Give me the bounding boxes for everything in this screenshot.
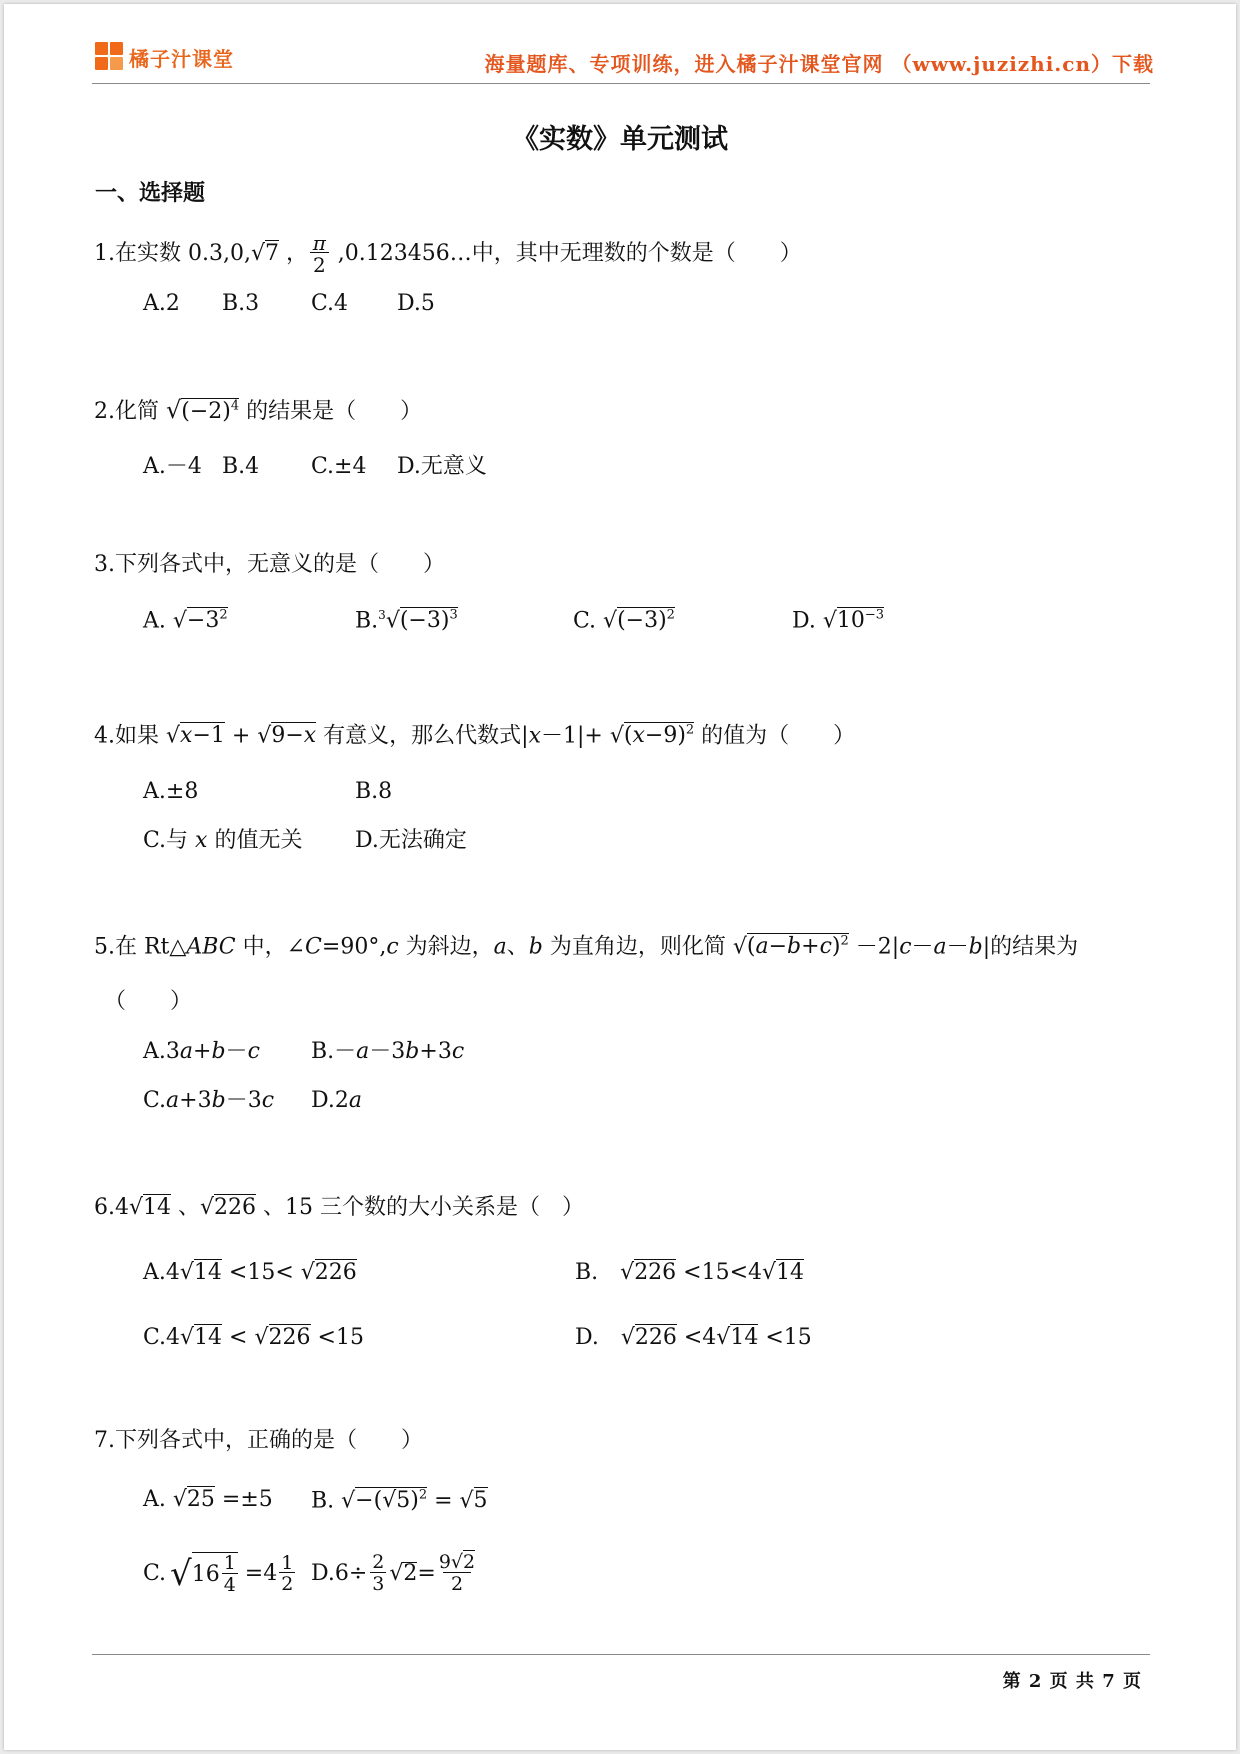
logo-icon <box>95 42 125 72</box>
q6-option-b[interactable]: B. √226 <15<4√14 <box>575 1260 805 1285</box>
q7-option-c[interactable]: C. √ 16 1 4 =4 1 2 <box>143 1551 294 1596</box>
logo-text: 橘子汁课堂 <box>129 46 234 71</box>
q1-option-c[interactable]: C.4 <box>311 291 349 316</box>
q6-option-a[interactable]: A.4√14 <15< √226 <box>143 1260 357 1285</box>
question-5-stem-line-1: 5.在 Rt△ABC 中，∠C=90°,c 为斜边，a、b 为直角边，则化简 $√(a-b+c)^2 -2|c-a-b|$的结果为 <box>94 934 1079 960</box>
q4-option-d[interactable]: D.无法确定 <box>355 828 467 853</box>
page-title: 《实数》单元测试 <box>512 124 728 155</box>
q5-option-b[interactable]: B.－a－3b+3c <box>311 1039 465 1064</box>
q3-option-a[interactable]: A. $√-3^2$ <box>143 608 228 634</box>
question-5-stem-line-2: （ ） <box>104 989 193 1014</box>
q4-option-b[interactable]: B.8 <box>355 779 393 804</box>
q4-option-a[interactable]: A.±8 <box>143 779 199 804</box>
header-slogan[interactable]: 海量题库、专项训练，进入橘子汁课堂官网 （www.juzizhi.cn）下载 <box>484 52 1154 76</box>
sqrt-icon: √ <box>250 241 265 266</box>
q6-option-c[interactable]: C.4√14 < √226 <15 <box>143 1325 364 1350</box>
q4-option-c[interactable]: C.与 x 的值无关 <box>143 828 303 853</box>
question-3-stem: 3.下列各式中，无意义的是（ ） <box>94 552 445 577</box>
q5-option-a[interactable]: A.3a+b－c <box>143 1039 260 1064</box>
site-logo[interactable] <box>95 42 234 72</box>
q3-option-d[interactable]: D. $√10^{-3}$ <box>792 608 885 634</box>
q1-option-a[interactable]: A.2 <box>143 291 180 316</box>
question-1-stem: 1.在实数 0.3,0,√7 ， $\frac{\pi}{2}$ ,0.123456…中，其中无理数的个数是（ ） <box>94 231 802 277</box>
header-divider <box>92 83 1150 84</box>
q6-option-d[interactable]: D. √226 <4√14 <15 <box>575 1325 812 1350</box>
q2-option-d[interactable]: D.无意义 <box>397 454 487 479</box>
question-2-stem: 2.化简 $√(-2)^4$ 的结果是（ ） <box>94 396 423 424</box>
q1-option-d[interactable]: D.5 <box>397 291 435 316</box>
q5-option-d[interactable]: D.2a <box>311 1088 362 1113</box>
q1-option-b[interactable]: B.3 <box>222 291 260 316</box>
q7-option-b[interactable]: B. $√-(√5)^2 = √5$ <box>311 1488 488 1514</box>
question-4-stem: 4.如果 √x−1 + √9−x 有意义，那么代数式$|x-1|+ √(x-9)^2$ 的值为（ ） <box>94 723 856 749</box>
question-7-stem: 7.下列各式中，正确的是（ ） <box>94 1428 423 1453</box>
q5-option-c[interactable]: C.a+3b－3c <box>143 1088 275 1113</box>
q3-option-b[interactable]: $B.^3√(-3)^3$ <box>355 608 458 634</box>
q2-option-c[interactable]: C.±4 <box>311 454 367 479</box>
q7-option-a[interactable]: A. √25 =±5 <box>143 1487 273 1512</box>
q2-option-b[interactable]: B.4 <box>222 454 260 479</box>
page-number: 第 2 页 共 7 页 <box>1002 1671 1142 1692</box>
q2-option-a[interactable]: A.－4 <box>143 454 202 479</box>
q3-option-c[interactable]: C. $√(-3)^2$ <box>573 608 675 634</box>
section-heading: 一、选择题 <box>95 180 206 206</box>
footer-divider <box>92 1654 1150 1655</box>
q7-option-d[interactable]: D.6÷ 2 3 √ 2 = 9√2 2 <box>311 1551 476 1595</box>
question-6-stem: 6.4√14 、√226 、15 三个数的大小关系是（ ） <box>94 1195 585 1220</box>
